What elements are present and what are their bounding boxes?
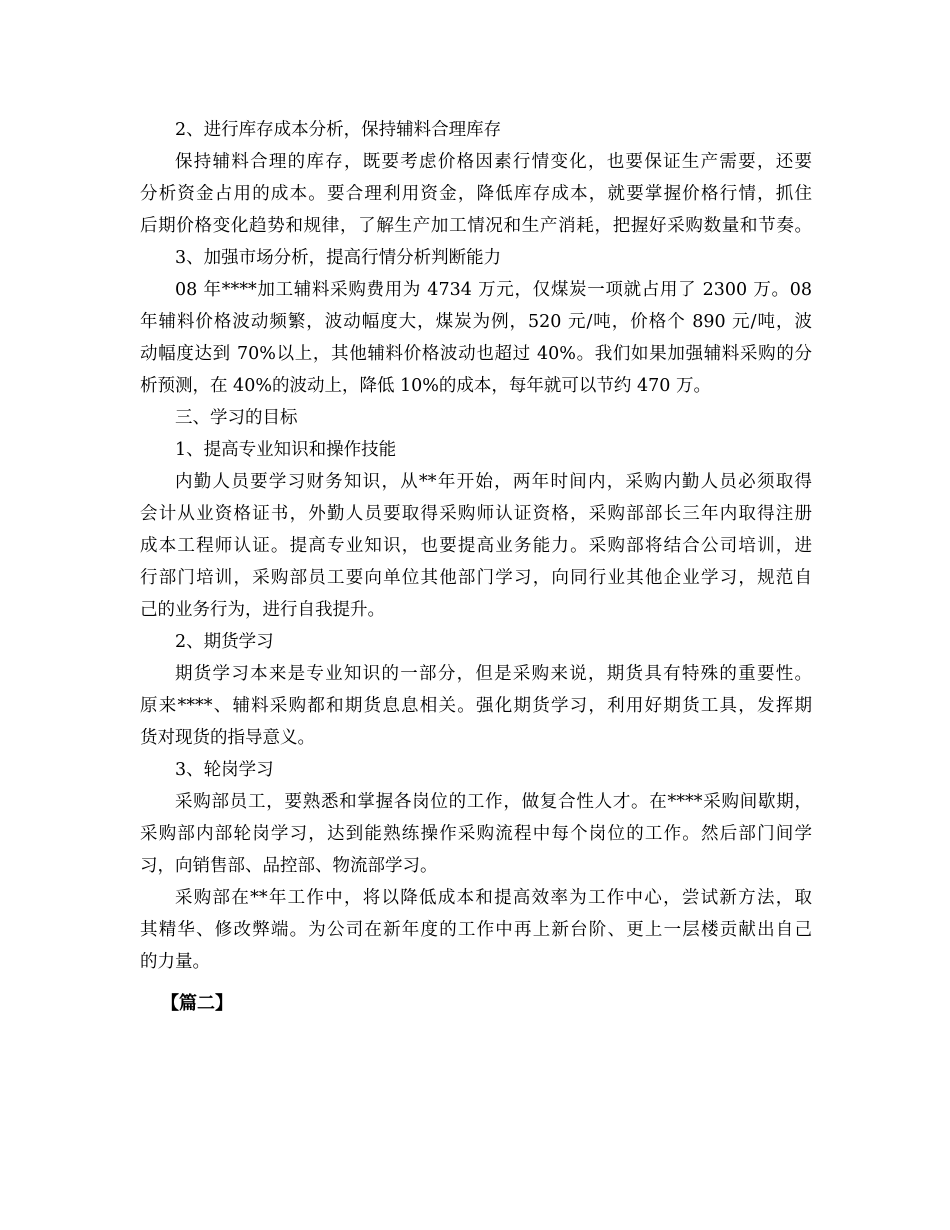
text-line: 08 年****加工辅料采购费用为 4734 万元，仅煤炭一项就占用了 2300 万。08 [175,280,812,300]
text-line: 3、加强市场分析，提高行情分析判断能力 [175,248,502,268]
text-line: 采购部在**年工作中，将以降低成本和提高效率为工作中心，尝试新方法，取 [175,888,812,908]
text-line: 3、轮岗学习 [175,760,274,780]
section-heading: 【篇二】 [161,993,233,1014]
text-line: 2、进行库存成本分析，保持辅料合理库存 [175,120,502,140]
text-line: 的力量。 [140,952,210,972]
text-line: 采购部员工，要熟悉和掌握各岗位的工作，做复合性人才。在****采购间歇期， [175,792,812,812]
text-line: 年辅料价格波动频繁，波动幅度大，煤炭为例，520 元/吨，价格个 890 元/吨，波 [140,312,812,332]
text-line: 原来****、辅料采购都和期货息息相关。强化期货学习，利用好期货工具，发挥期 [140,696,812,716]
text-line: 期货学习本来是专业知识的一部分，但是采购来说，期货具有特殊的重要性。 [175,664,812,684]
text-line: 后期价格变化趋势和规律，了解生产加工情况和生产消耗，把握好采购数量和节奏。 [140,216,812,236]
text-line: 会计从业资格证书，外勤人员要取得采购师认证资格，采购部部长三年内取得注册 [140,504,812,524]
text-line: 分析资金占用的成本。要合理利用资金，降低库存成本，就要掌握价格行情，抓住 [140,184,812,204]
text-line: 习，向销售部、品控部、物流部学习。 [140,856,438,876]
text-line: 三、学习的目标 [175,408,298,428]
text-line: 1、提高专业知识和操作技能 [175,440,397,460]
document-body [140,114,812,978]
text-line: 其精华、修改弊端。为公司在新年度的工作中再上新台阶、更上一层楼贡献出自己 [140,920,812,940]
text-line: 2、期货学习 [175,632,274,652]
text-line: 行部门培训，采购部员工要向单位其他部门学习，向同行业其他企业学习，规范自 [140,568,812,588]
text-line: 采购部内部轮岗学习，达到能熟练操作采购流程中每个岗位的工作。然后部门间学 [140,824,812,844]
text-line: 保持辅料合理的库存，既要考虑价格因素行情变化，也要保证生产需要，还要 [175,152,812,172]
text-line: 成本工程师认证。提高专业知识，也要提高业务能力。采购部将结合公司培训，进 [140,536,812,556]
document-page [140,114,812,1020]
text-line: 动幅度达到 70%以上，其他辅料价格波动也超过 40%。我们如果加强辅料采购的分 [140,344,812,364]
text-line: 内勤人员要学习财务知识，从**年开始，两年时间内，采购内勤人员必须取得 [175,472,812,492]
text-line: 己的业务行为，进行自我提升。 [140,600,385,620]
text-line: 析预测，在 40%的波动上，降低 10%的成本，每年就可以节约 470 万。 [140,376,711,396]
text-line: 货对现货的指导意义。 [140,728,315,748]
